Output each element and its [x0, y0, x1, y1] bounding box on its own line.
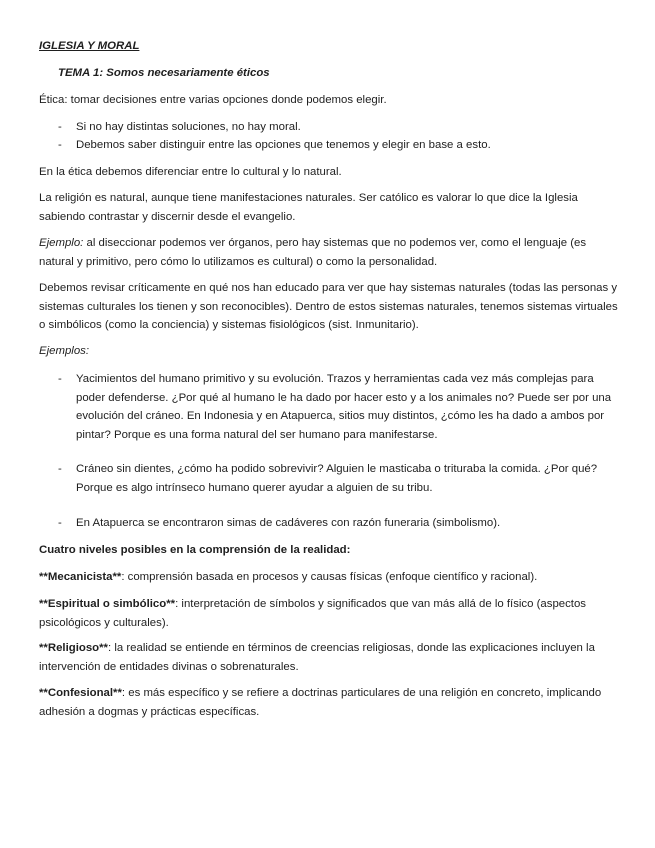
- list-item-text: Cráneo sin dientes, ¿cómo ha podido sobrevivir? Alguien le masticaba o trituraba la comida. ¿Por qué? Porque es algo intrínseco humano querer ayudar a alguien de su tribu.: [76, 463, 598, 494]
- bullet-dash: -: [58, 373, 62, 385]
- level-label: **Religioso**: [39, 642, 108, 654]
- list-item-text: Si no hay distintas soluciones, no hay moral.: [76, 121, 301, 133]
- example-text: al diseccionar podemos ver órganos, pero hay sistemas que no podemos ver, como el lenguaje (es natural y primitivo, pero cómo lo utilizamos es cultural) o como la personalidad.: [39, 237, 587, 268]
- list-item: [39, 118, 617, 137]
- list-item: [39, 460, 617, 497]
- examples-label: Ejemplos:: [39, 345, 90, 357]
- list-item: [39, 370, 617, 444]
- list-item: [39, 136, 617, 155]
- paragraph-cultural: En la ética debemos diferenciar entre lo cultural y lo natural.: [39, 166, 342, 178]
- paragraph-religion: La religión es natural, aunque tiene manifestaciones naturales. Ser católico es valorar lo que dice la Iglesia sabiendo contrastar y discernir desde el evangelio.: [39, 192, 578, 223]
- level-text: : la realidad se entiende en términos de creencias religiosas, donde las explicaciones incluyen la intervención de entidades divinas o sobrenaturales.: [39, 642, 595, 673]
- list-item: [39, 514, 617, 533]
- list-item-text: Debemos saber distinguir entre las opciones que tenemos y elegir en base a esto.: [76, 139, 491, 151]
- bullet-dash: -: [58, 463, 62, 475]
- level-text: : interpretación de símbolos y significados que van más allá de lo físico (aspectos psicológicos y culturales).: [39, 598, 587, 629]
- paragraph-example: [39, 234, 619, 271]
- ethics-definition: Ética: tomar decisiones entre varias opciones donde podemos elegir.: [39, 94, 387, 106]
- document-title: IGLESIA Y MORAL: [39, 40, 140, 52]
- level-mechanicist: [39, 568, 619, 587]
- level-label: **Mecanicista**: [39, 571, 122, 583]
- list-item-text: Yacimientos del humano primitivo y su evolución. Trazos y herramientas cada vez más complejas para poder defenderse. ¿Por qué al humano le ha dado por hacer esto y a los animales no? Puede ser por una evolución del cráneo. En Indonesia y en Atapuerca, sitios muy distintos, ¿cómo les ha dado a ambos por pintar? Porque es una forma natural del ser humano para manifestarse.: [76, 373, 612, 441]
- level-confessional: [39, 684, 619, 721]
- level-religious: [39, 639, 619, 676]
- bullet-dash: -: [58, 517, 62, 529]
- example-label: Ejemplo:: [39, 237, 84, 249]
- level-spiritual: [39, 595, 619, 632]
- level-label: **Confesional**: [39, 687, 122, 699]
- levels-heading: Cuatro niveles posibles en la comprensión de la realidad:: [39, 544, 351, 556]
- paragraph-review: Debemos revisar críticamente en qué nos han educado para ver que hay sistemas naturales (todas las personas y sistemas culturales los tienen y son reconocibles). Dentro de estos sistemas naturales, tenemos sistemas virtuales o simbólicos (como la conciencia) y sistemas fisiológicos (sist. Inmunitario).: [39, 282, 618, 332]
- topic-heading: TEMA 1: Somos necesariamente éticos: [58, 67, 270, 79]
- level-text: : comprensión basada en procesos y causas físicas (enfoque científico y racional).: [121, 571, 538, 583]
- level-label: **Espiritual o simbólico**: [39, 598, 176, 610]
- level-text: : es más específico y se refiere a doctrinas particulares de una religión en concreto, implicando adhesión a dogmas y prácticas específicas.: [39, 687, 602, 718]
- bullet-dash: -: [58, 121, 62, 133]
- list-item-text: En Atapuerca se encontraron simas de cadáveres con razón funeraria (simbolismo).: [76, 517, 501, 529]
- bullet-dash: -: [58, 139, 62, 151]
